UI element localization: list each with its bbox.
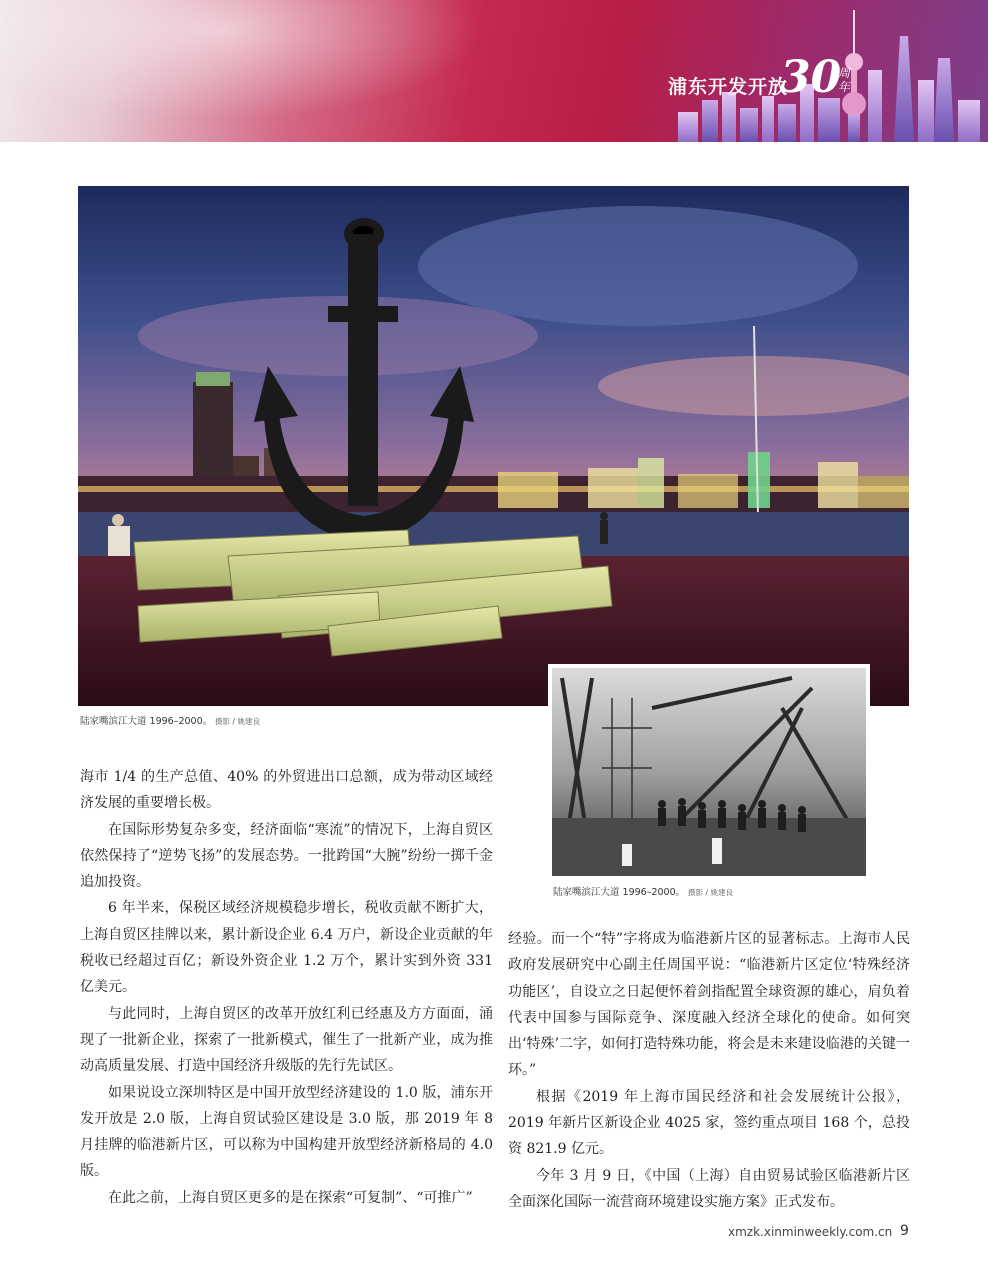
banner-title: 浦东开发开放 xyxy=(668,76,789,98)
paragraph: 在此之前，上海自贸区更多的是在探索“可复制”、“可推广” xyxy=(108,1189,473,1206)
main-photo-caption xyxy=(80,713,260,727)
inset-photo-caption-text: 陆家嘴滨江大道 1996–2000。 xyxy=(553,887,686,898)
banner-glow xyxy=(0,0,480,120)
paragraph: 今年 3 月 9 日，《中国（上海）自由贸易试验区临港新片区全面深化国际一流营商环境建设实施方案》正式发布。 xyxy=(508,1167,910,1210)
header-banner xyxy=(0,0,988,142)
banner-number-30: 30 xyxy=(780,52,842,103)
paragraph: 6 年半来，保税区域经济规模稳步增长，税收贡献不断扩大，上海自贸区挂牌以来，累计新设企业 6.4 万户，新设企业贡献的年税收已经超过百亿；新设外资企业 1.2 万个，累计实到外资 331 亿美元。 xyxy=(80,900,493,996)
main-photo-caption-text: 陆家嘴滨江大道 1996–2000。 xyxy=(80,716,213,727)
main-photo xyxy=(78,186,909,706)
inset-photo xyxy=(548,664,870,880)
paragraph: 与此同时，上海自贸区的改革开放红利已经惠及方方面面，涌现了一批新企业，探索了一批新模式，催生了一批新产业，成为推动高质量发展、打造中国经济升级版的先行先试区。 xyxy=(80,1005,493,1075)
paragraph: 在国际形势复杂多变，经济面临“寒流”的情况下，上海自贸区依然保持了“逆势飞扬”的发展态势。一批跨国“大腕”纷纷一掷千金追加投资。 xyxy=(80,821,493,891)
paragraph: 根据《2019 年上海市国民经济和社会发展统计公报》，2019 年新片区新设企业 4025 家，签约重点项目 168 个，总投资 821.9 亿元。 xyxy=(508,1088,910,1158)
paragraph: 如果说设立深圳特区是中国开放型经济建设的 1.0 版，浦东开发开放是 2.0 版，上海自贸试验区建设是 3.0 版，那 2019 年 8 月挂牌的临港新片区，可以称为中国构建开放型经济新格局的 4.0 版。 xyxy=(80,1084,493,1180)
inset-photo-credit: 摄影 / 姚建良 xyxy=(688,888,733,897)
paragraph: 海市 1/4 的生产总值、40% 的外贸进出口总额，成为带动区域经济发展的重要增长极。 xyxy=(80,769,493,812)
inset-photo-caption xyxy=(553,884,733,898)
main-photo-credit: 摄影 / 姚建良 xyxy=(215,717,260,726)
left-column xyxy=(80,764,493,1211)
right-column xyxy=(508,926,910,1215)
page-number: 9 xyxy=(900,1223,909,1239)
paragraph: 经验。而一个“特”字将成为临港新片区的显著标志。上海市人民政府发展研究中心副主任周国平说：“临港新片区定位‘特殊经济功能区’，自设立之日起便怀着剑指配置全球资源的雄心，肩负着代表中国参与国际竞争、深度融入经济全球化的使命。如何突出‘特殊’二字，如何打造特殊功能，将会是未来建设临港的关键一环。” xyxy=(508,931,910,1079)
banner-anniversary-label: 周年 xyxy=(838,66,851,94)
footer-url: xmzk.xinminweekly.com.cn xyxy=(728,1225,893,1239)
